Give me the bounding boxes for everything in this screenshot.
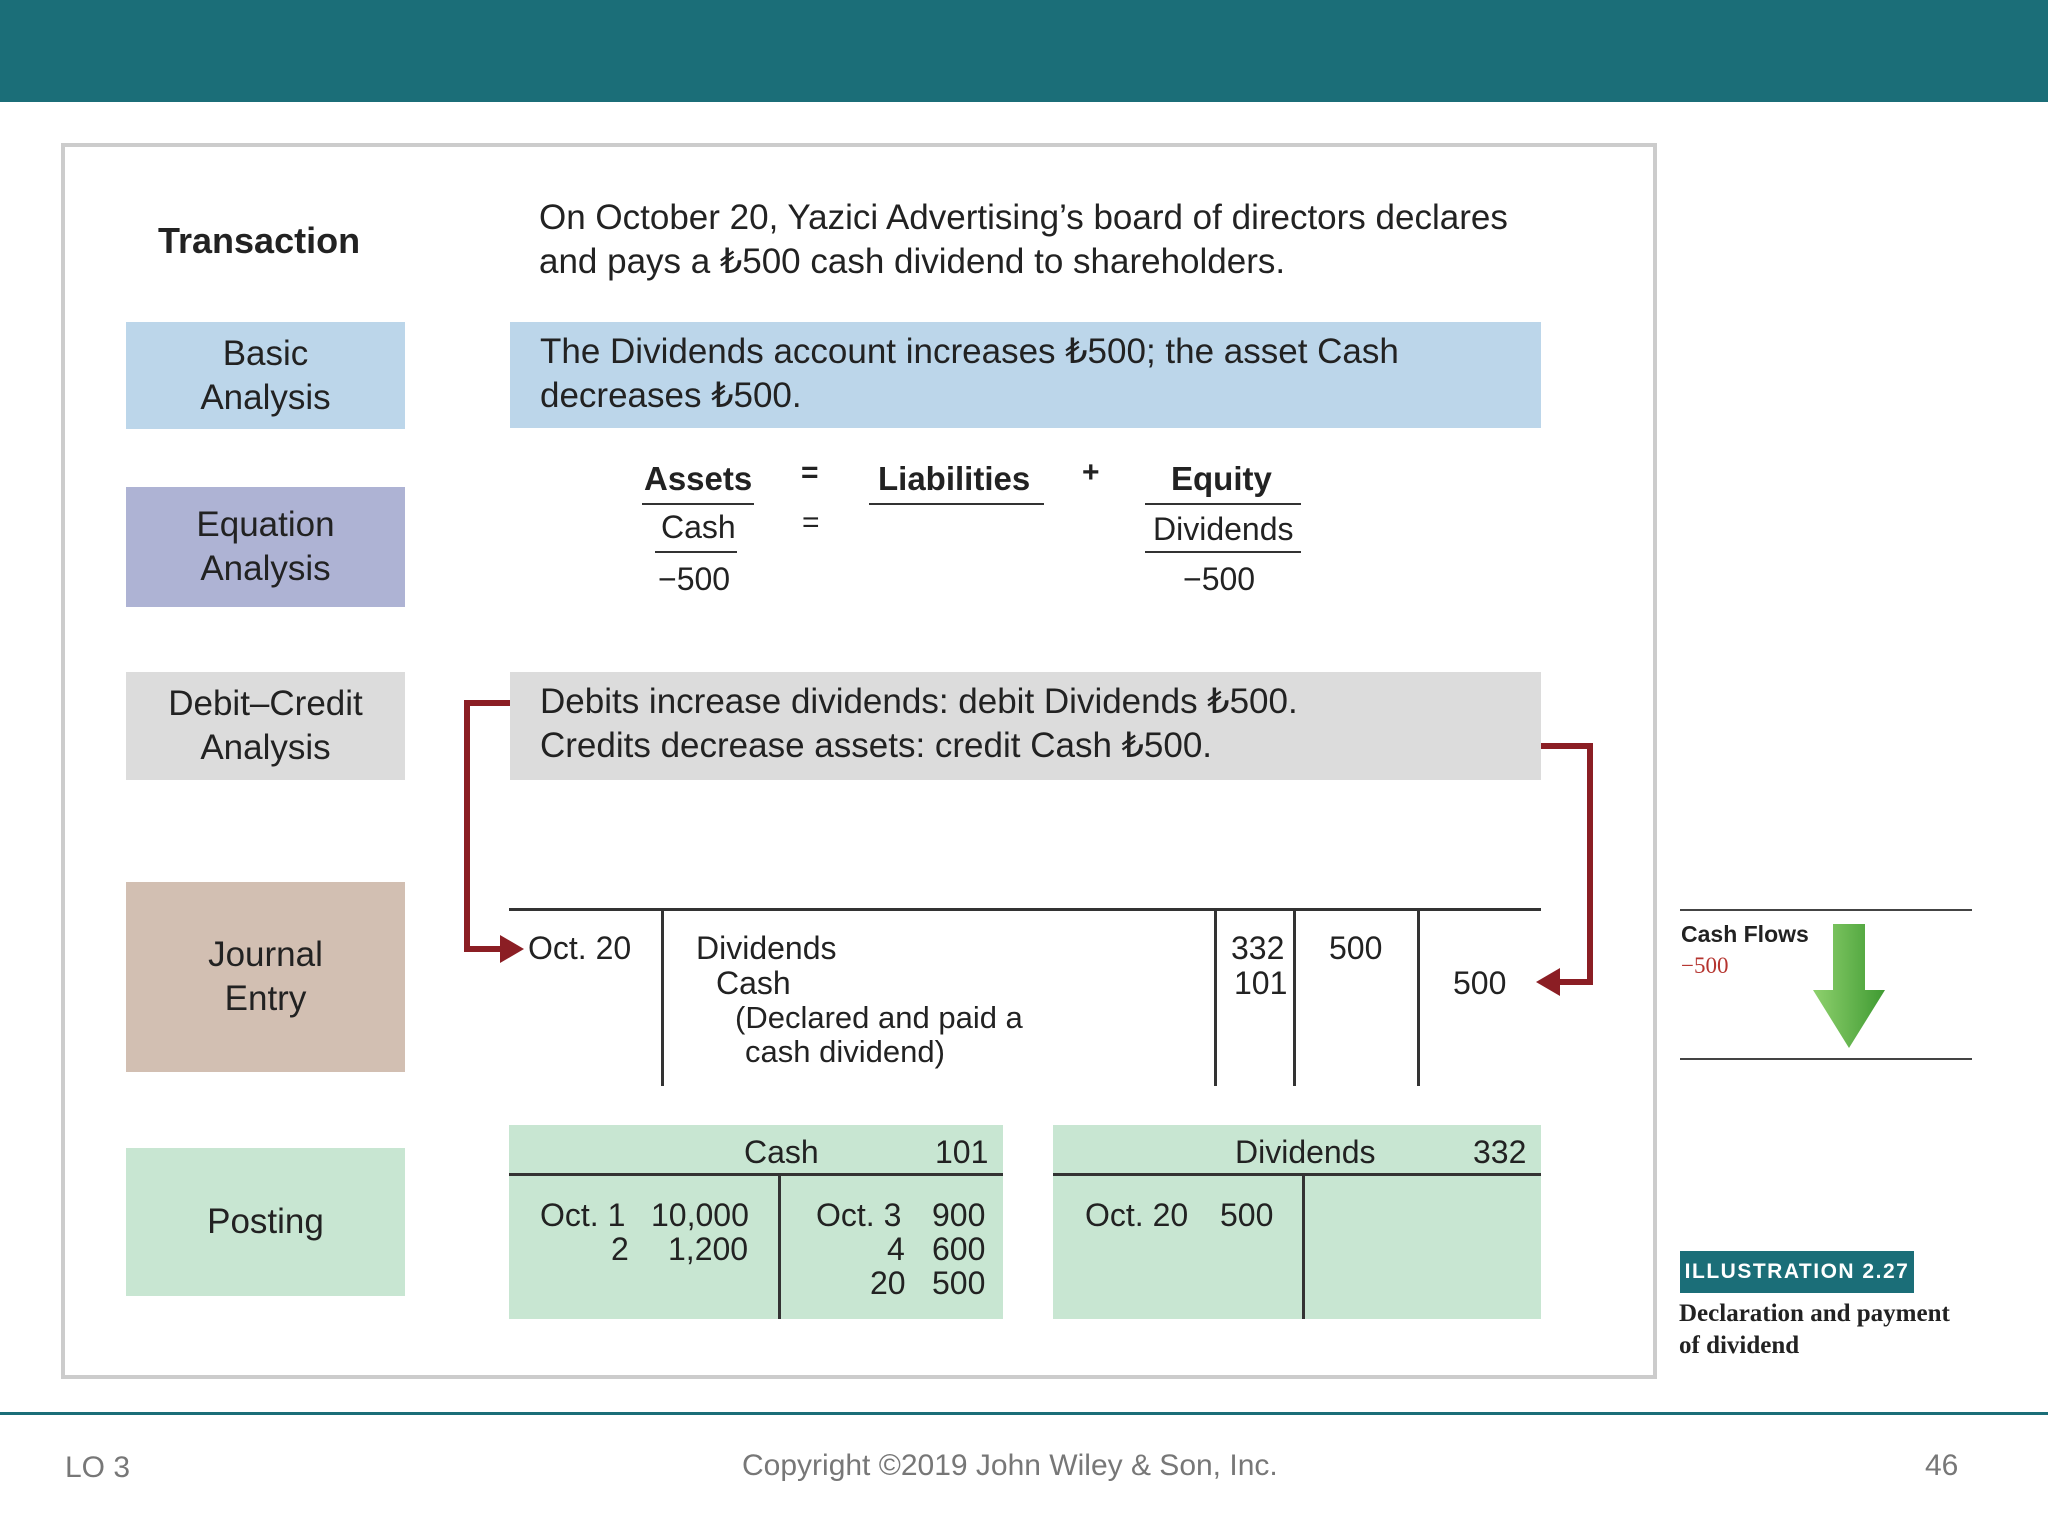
cash-credit-date-1: Oct. 3 bbox=[816, 1197, 902, 1233]
cash-flows-label: Cash Flows bbox=[1681, 921, 1809, 947]
equation-equals-sign-2: = bbox=[802, 506, 820, 539]
credit-connector-bottom bbox=[1557, 979, 1593, 985]
debit-credit-text-line1: Debits increase dividends: debit Dividends ₺500. bbox=[540, 682, 1298, 721]
equation-assets-rule bbox=[642, 503, 754, 505]
cash-credit-amount-3: 500 bbox=[932, 1265, 986, 1301]
equation-equity-heading: Equity bbox=[1171, 460, 1272, 497]
footer-page-number: 46 bbox=[1925, 1449, 1959, 1482]
journal-entry-label-box bbox=[126, 882, 405, 1072]
cash-t-account-rule bbox=[509, 1173, 1003, 1176]
cash-flows-top-rule bbox=[1680, 909, 1972, 911]
equation-assets-heading: Assets bbox=[644, 460, 753, 497]
header-bar bbox=[0, 0, 2048, 102]
equation-asset-account: Cash bbox=[661, 509, 736, 545]
journal-divider-1 bbox=[661, 908, 664, 1086]
debit-credit-label-box bbox=[126, 672, 405, 780]
equation-dividends-rule bbox=[1145, 551, 1301, 553]
journal-divider-4 bbox=[1417, 908, 1420, 1086]
basic-analysis-label-box bbox=[126, 322, 405, 429]
equation-liabilities-rule bbox=[869, 503, 1044, 505]
journal-debit-account: Dividends bbox=[696, 930, 837, 966]
footer-learning-objective: LO 3 bbox=[65, 1451, 131, 1484]
cash-debit-date-2: 2 bbox=[611, 1231, 629, 1267]
basic-analysis-label: Basic Analysis bbox=[200, 333, 331, 417]
basic-analysis-band bbox=[510, 322, 1541, 428]
transaction-text-line2: and pays a ₺500 cash dividend to shareholders. bbox=[539, 242, 1286, 281]
cash-t-account-name: Cash bbox=[744, 1134, 819, 1170]
equation-equity-account: Dividends bbox=[1153, 511, 1294, 547]
equation-equals-sign: = bbox=[801, 456, 819, 489]
journal-debit-amount: 500 bbox=[1329, 930, 1383, 966]
credit-arrow-head-icon bbox=[1536, 968, 1560, 996]
posting-label: Posting bbox=[207, 1202, 324, 1242]
dividends-t-account-name: Dividends bbox=[1235, 1134, 1376, 1170]
dividends-t-account-rule bbox=[1053, 1173, 1541, 1176]
footer-copyright: Copyright ©2019 John Wiley & Son, Inc. bbox=[742, 1449, 1278, 1482]
journal-date: Oct. 20 bbox=[528, 930, 632, 966]
cash-t-account-divider bbox=[778, 1173, 781, 1319]
posting-label-box bbox=[126, 1148, 405, 1296]
basic-analysis-text-line2: decreases ₺500. bbox=[540, 376, 802, 415]
equation-equity-rule bbox=[1145, 503, 1301, 505]
debit-credit-band bbox=[510, 672, 1541, 780]
equation-cash-rule bbox=[655, 551, 737, 553]
cash-t-account-number: 101 bbox=[935, 1134, 989, 1170]
equation-analysis-label: Equation Analysis bbox=[196, 505, 335, 588]
journal-credit-account: Cash bbox=[716, 965, 791, 1001]
dividends-debit-amount-1: 500 bbox=[1220, 1197, 1274, 1233]
cash-credit-date-2: 4 bbox=[887, 1231, 905, 1267]
basic-analysis-text-line1: The Dividends account increases ₺500; the asset Cash bbox=[540, 332, 1399, 371]
dividends-debit-date-1: Oct. 20 bbox=[1085, 1197, 1189, 1233]
illustration-badge: ILLUSTRATION 2.27 bbox=[1680, 1251, 1914, 1293]
equation-equity-amount: −500 bbox=[1183, 561, 1256, 597]
journal-explanation-line2: cash dividend) bbox=[745, 1034, 945, 1069]
journal-credit-amount: 500 bbox=[1453, 965, 1507, 1001]
journal-divider-3 bbox=[1293, 908, 1296, 1086]
dividends-t-account-divider bbox=[1302, 1173, 1305, 1319]
journal-ref-credit: 101 bbox=[1234, 965, 1288, 1001]
cash-credit-amount-2: 600 bbox=[932, 1231, 986, 1267]
equation-analysis-label-box bbox=[126, 487, 405, 607]
credit-connector-top bbox=[1541, 743, 1593, 749]
illustration-caption: Declaration and payment of dividend bbox=[1679, 1300, 1950, 1359]
dividends-t-account-number: 332 bbox=[1473, 1134, 1527, 1170]
debit-connector-vertical bbox=[464, 700, 470, 952]
transaction-label: Transaction bbox=[158, 220, 361, 261]
cash-debit-amount-1: 10,000 bbox=[651, 1197, 749, 1233]
cash-flows-bottom-rule bbox=[1680, 1058, 1972, 1060]
debit-connector-top bbox=[464, 700, 510, 706]
equation-liabilities-heading: Liabilities bbox=[878, 460, 1031, 497]
debit-credit-label: Debit–Credit Analysis bbox=[168, 684, 363, 767]
debit-credit-text-line2: Credits decrease assets: credit Cash ₺500. bbox=[540, 726, 1213, 765]
journal-entry-label: Journal Entry bbox=[208, 935, 323, 1018]
debit-arrow-head-icon bbox=[500, 935, 524, 963]
cash-debit-date-1: Oct. 1 bbox=[540, 1197, 626, 1233]
cash-flows-value: −500 bbox=[1681, 953, 1729, 978]
down-arrow-icon bbox=[1813, 924, 1885, 1048]
journal-ref-debit: 332 bbox=[1231, 930, 1285, 966]
equation-asset-amount: −500 bbox=[658, 561, 731, 597]
footer-rule bbox=[0, 1412, 2048, 1415]
journal-divider-2 bbox=[1214, 908, 1217, 1086]
credit-connector-vertical bbox=[1587, 743, 1593, 985]
cash-credit-amount-1: 900 bbox=[932, 1197, 986, 1233]
journal-explanation-line1: (Declared and paid a bbox=[735, 1000, 1023, 1035]
equation-plus-sign: + bbox=[1082, 456, 1100, 489]
cash-credit-date-3: 20 bbox=[870, 1265, 906, 1301]
cash-debit-amount-2: 1,200 bbox=[668, 1231, 749, 1267]
transaction-text-line1: On October 20, Yazici Advertising’s board of directors declares bbox=[539, 198, 1508, 237]
